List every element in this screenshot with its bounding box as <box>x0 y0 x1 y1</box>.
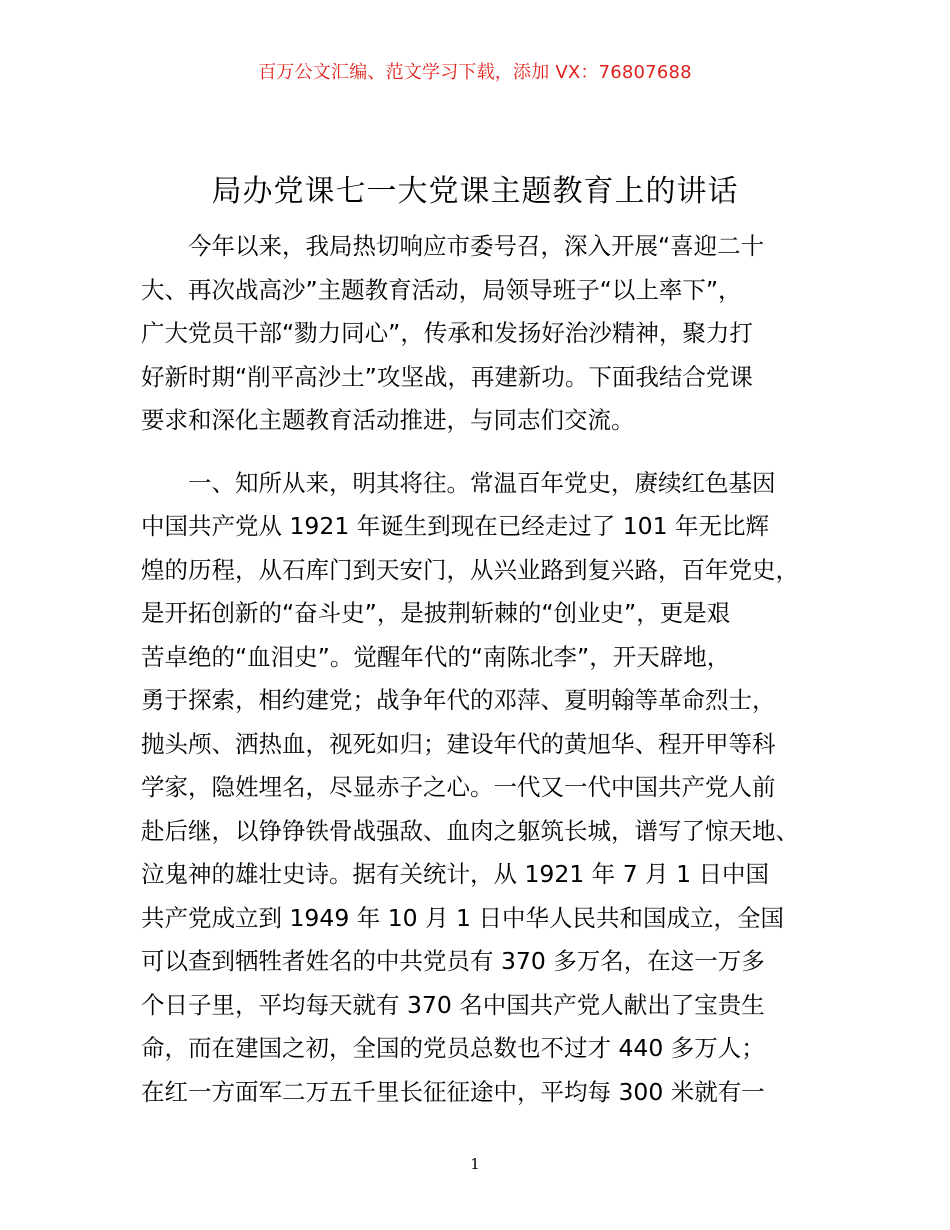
document-body <box>141 225 813 1114</box>
text-line: 学家，隐姓埋名，尽显赤子之心。一代又一代中国共产党人前 <box>141 773 776 801</box>
text-line: 今年以来，我局热切响应市委号召，深入开展“喜迎二十 <box>141 232 765 260</box>
text-line: 广大党员干部“勠力同心”，传承和发扬好治沙精神，聚力打 <box>141 319 753 347</box>
text-line: 赴后继，以铮铮铁骨战强敌、血肉之躯筑长城，谱写了惊天地、 <box>141 816 799 845</box>
text-line: 抛头颅、洒热血，视死如归；建设年代的黄旭华、程开甲等科 <box>141 729 776 758</box>
text-line: 煌的历程，从石库门到天安门，从兴业路到复兴路，百年党史， <box>141 555 799 584</box>
text-line: 苦卓绝的“血泪史”。觉醒年代的“南陈北李”，开天辟地， <box>141 642 731 671</box>
watermark-header: 百万公文汇编、范文学习下载，添加 VX：76807688 <box>258 62 692 83</box>
text-line: 好新时期“削平高沙土”攻坚战，再建新功。下面我结合党课 <box>141 362 753 391</box>
page-number: 1 <box>470 1155 480 1173</box>
paragraph-gap <box>141 443 813 462</box>
text-line: 个日子里，平均每天就有 370 名中国共产党人献出了宝贵生 <box>141 990 765 1019</box>
text-line: 要求和深化主题教育活动推进，与同志们交流。 <box>141 406 635 434</box>
text-line: 泣鬼神的雄壮史诗。据有关统计，从 1921 年 7 月 1 日中国 <box>141 860 770 888</box>
text-line: 命，而在建国之初，全国的党员总数也不过才 440 多万人； <box>141 1034 765 1062</box>
paragraph-1 <box>141 225 813 443</box>
text-line: 勇于探索，相约建党；战争年代的邓萍、夏明翰等革命烈士， <box>141 686 776 714</box>
paragraph-2 <box>141 462 813 1115</box>
text-line: 大、再次战高沙”主题教育活动，局领导班子“以上率下”， <box>141 275 742 304</box>
text-line: 一、知所从来，明其将往。常温百年党史，赓续红色基因 <box>141 468 776 497</box>
text-line: 在红一方面军二万五千里长征征途中，平均每 300 米就有一 <box>141 1077 765 1106</box>
text-line: 可以查到牺牲者姓名的中共党员有 370 多万名，在这一万多 <box>141 947 765 975</box>
text-line: 共产党成立到 1949 年 10 月 1 日中华人民共和国成立，全国 <box>141 903 784 932</box>
text-line: 是开拓创新的“奋斗史”，是披荆斩棘的“创业史”，更是艰 <box>141 599 731 627</box>
document-title: 局办党课七一大党课主题教育上的讲话 <box>211 174 739 209</box>
text-line: 中国共产党从 1921 年诞生到现在已经走过了 101 年无比辉 <box>141 512 770 540</box>
